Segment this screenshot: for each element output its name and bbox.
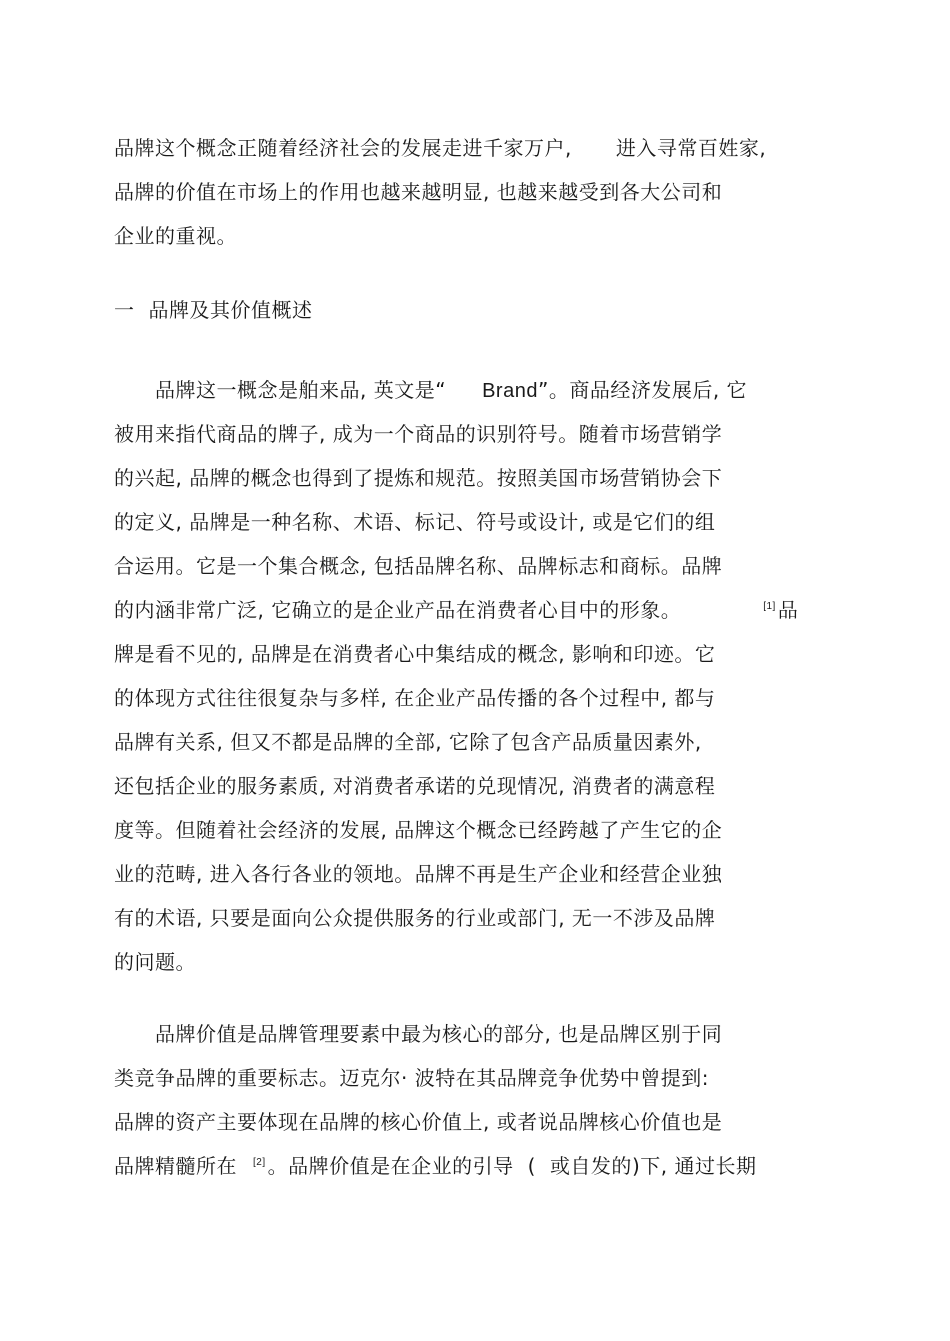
para1-line-10: 还包括企业的服务素质, 对消费者承诺的兑现情况, 消费者的满意程	[114, 774, 716, 798]
para1-line-2: 被用来指代商品的牌子, 成为一个商品的识别符号。随着市场营销学	[114, 422, 723, 446]
para1-line-4: 的定义, 品牌是一种名称、术语、标记、符号或设计, 或是它们的组	[114, 510, 716, 534]
para2-line-1: 品牌价值是品牌管理要素中最为核心的部分, 也是品牌区别于同	[155, 1022, 723, 1046]
section-number: 一	[114, 298, 135, 322]
section-heading	[114, 296, 313, 324]
paren-close: )	[631, 1154, 641, 1178]
para-text: 品	[777, 598, 799, 622]
para2-line-2: 类竞争品牌的重要标志。迈克尔· 波特在其品牌竞争优势中曾提到:	[114, 1066, 709, 1090]
citation-ref-2[interactable]: [2]	[253, 1157, 266, 1169]
para-text: 的内涵非常广泛, 它确立的是企业产品在消费者心目中的形象。	[114, 598, 682, 622]
intro-text: 品牌这个概念正随着经济社会的发展走进千家万户,	[114, 136, 572, 160]
para1-line-7: 牌是看不见的, 品牌是在消费者心中集结成的概念, 影响和印迹。它	[114, 642, 716, 666]
paren-open: (	[527, 1154, 536, 1178]
para1-line-14: 的问题。	[114, 950, 196, 974]
para1-line-9: 品牌有关系, 但又不都是品牌的全部, 它除了包含产品质量因素外,	[114, 730, 702, 754]
brand-word: Brand	[482, 380, 538, 402]
section-title: 品牌及其价值概述	[148, 298, 313, 322]
para1-line-5: 合运用。它是一个集合概念, 包括品牌名称、品牌标志和商标。品牌	[114, 554, 723, 578]
para-text: 。品牌价值是在企业的引导	[267, 1154, 514, 1178]
intro-line-3: 企业的重视。	[114, 224, 237, 248]
para2-line-3: 品牌的资产主要体现在品牌的核心价值上, 或者说品牌核心价值也是	[114, 1110, 723, 1134]
para2-line-4	[114, 1152, 756, 1180]
para1-line-6	[114, 596, 798, 624]
para-text: 品牌精髓所在	[114, 1154, 237, 1178]
intro-line-2: 品牌的价值在市场上的作用也越来越明显, 也越来越受到各大公司和	[114, 180, 723, 204]
para1-line-8: 的体现方式往往很复杂与多样, 在企业产品传播的各个过程中, 都与	[114, 686, 716, 710]
intro-text: 进入寻常百姓家,	[615, 136, 767, 160]
para1-line-12: 业的范畴, 进入各行各业的领地。品牌不再是生产企业和经营企业独	[114, 862, 723, 886]
para1-line-11: 度等。但随着社会经济的发展, 品牌这个概念已经跨越了产生它的企	[114, 818, 723, 842]
para1-line-1	[155, 376, 747, 405]
para-text: 下, 通过长期	[640, 1154, 757, 1178]
intro-line-1	[114, 134, 766, 162]
para1-line-3: 的兴起, 品牌的概念也得到了提炼和规范。按照美国市场营销协会下	[114, 466, 723, 490]
para1-line-13: 有的术语, 只要是面向公众提供服务的行业或部门, 无一不涉及品牌	[114, 906, 716, 930]
para-text: ”。商品经济发展后, 它	[537, 378, 748, 402]
para-text: 品牌这一概念是舶来品, 英文是“	[155, 378, 447, 402]
citation-ref-1[interactable]: [1]	[763, 601, 776, 613]
para-text: 或自发的	[549, 1154, 632, 1178]
